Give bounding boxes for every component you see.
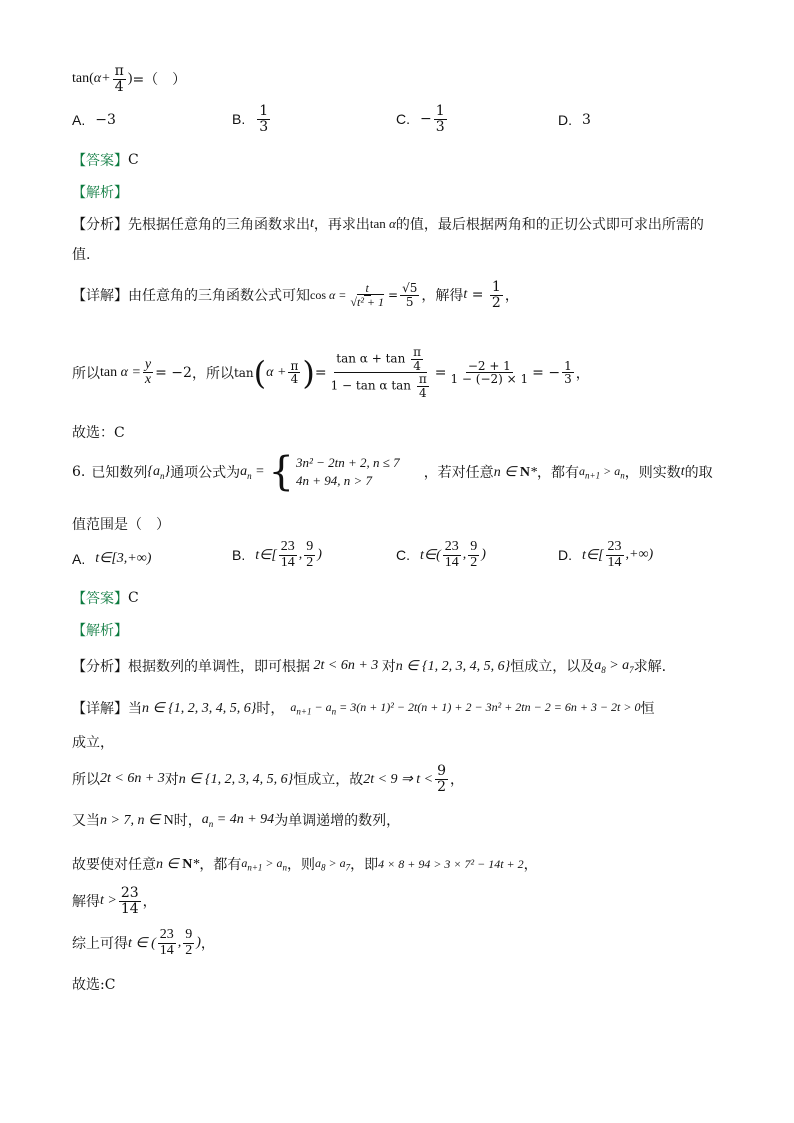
fenxi-tag: 【分析】 [72,659,128,675]
q5-fenxi-cont: 值. [72,247,91,263]
q5-option-a [72,112,116,128]
q6-line3: 又当 n > 7, n ∈ N 时， $a_n = 4n + 94$ 为单调递增的数列， [72,811,401,829]
q5-xiangjie: 【详解】 由任意角的三角函数公式可知 cos α = $\frac{t}{\text{√t² + 1}}$ = $\frac{√5}{5}$ ，解得 t = $\frac{1}{2}$ ， [72,279,519,311]
answer-tag: 【答案】 [72,153,128,169]
option-value: t∈[ $\frac{23}{14}$ ,+∞) [582,539,654,570]
option-label: D. [558,112,572,128]
question-number: 6. [72,464,86,480]
q6-line4: 故要使对任意 n ∈ N* ，都有 $a_{n+1} > a_n$ ，则 $a_8 > a_7$ ，即 4 × 8 + 94 > 3 × 7² − 14t + 2 ， [72,855,538,873]
q6-line6: 综上可得 t ∈ ( $\frac{23}{14}$ , $\frac{9}{2}$ ) ， [72,927,215,958]
q5-stem: tan(α+ $\frac{\pi}{4}$ ) =（ ） [72,63,187,95]
option-label: A. [72,550,86,567]
q5-analysis-tag: 【解析】 [72,185,128,201]
q6-conclusion: 故选:C [72,977,116,993]
q5-stem-tail: =（ ） [132,72,187,89]
option-label: B. [232,111,246,128]
q6-answer [72,588,139,608]
q6-line2: 所以 2t < 6n + 3 对 n ∈ {1, 2, 3, 4, 5, 6} 恒成立，故 2t < 9 ⇒ t < $\frac{9}{2}$ ， [72,763,465,795]
q5-conclusion: 故选：C [72,425,125,441]
option-value: t∈[3,+∞) [95,551,152,566]
option-label: A. [72,112,86,128]
q6-xj-cont: 成立， [72,735,114,751]
q6-fenxi: 【分析】 根据数列的单调性，即可根据 2t < 6n + 3 对 n ∈ {1, 2, 3, 4, 5, 6} 恒成立，以及 $a_8 > a_7$ 求解. [72,657,667,675]
option-value: $\frac{1}{3}$ [259,103,269,135]
q6-stem-cont: 值范围是（ ） [72,517,170,533]
q6-line5: 解得 t > $\frac{23}{14}$ ， [72,885,157,917]
q5-option-c [396,104,449,134]
option-label: C. [396,547,410,564]
option-value: t∈[ $\frac{23}{14}$ , $\frac{9}{2}$ ) [255,539,322,570]
xiangjie-tag: 【详解】 [72,701,128,717]
q6-option-a [72,550,151,567]
q6-xiangjie: 【详解】 当 n ∈ {1, 2, 3, 4, 5, 6} 时， $a_{n+1} - a_n = 3(n + 1)^2 - 2t(n + 1) + 2 - 3n^2 + 2tn - 2 = 6n + 3 - 2t > 0$ 恒 [72,699,655,717]
q5-fenxi: 【分析】 先根据任意角的三角函数求出 t ，再求出 tan α 的值，最后根据两角和的正切公式即可求出所需的 [72,216,704,233]
xiangjie-tag: 【详解】 [72,288,128,305]
q6-analysis-tag: 【解析】 [72,623,128,639]
option-value: −3 [95,112,116,128]
answer-tag: 【答案】 [72,591,128,607]
answer-value: C [128,152,139,168]
q5-option-b [232,104,272,134]
q6-option-c [396,540,486,570]
fenxi-tag: 【分析】 [72,217,128,233]
q5-answer [72,150,139,170]
option-value: t∈( $\frac{23}{14}$ , $\frac{9}{2}$ ) [420,539,486,570]
option-label: C. [396,111,410,128]
q6-option-b [232,540,322,570]
option-value: − $\frac{1}{3}$ [420,103,445,135]
option-label: B. [232,547,246,564]
q5-compute: 所以 tan α = $\frac{y}{x}$ = −2 ，所以 tan ( α + $\frac{\pi}{4}$ ) = tan α + tan $\frac{\pi}{4}$ 1 − tan α tan $\frac{\pi}{4}$ = $\frac{-2 + 1}{1 - (-2) \times 1}$ = − $\frac{1}{3}$ ， [72,345,590,400]
q6-option-d [558,540,653,570]
answer-value: C [128,590,139,606]
q6-stem: 6. 已知数列 $\{a_n\}$ 通项公式为 $a_n$ = { 3n² − 2tn + 2, n ≤ 7 4n + 94, n > 7 ，若对任意 n ∈ N* ，都有 $a_{n+1} > a_n$ ，则实数 t 的取 [72,449,713,495]
q5-option-d [558,112,591,128]
option-label: D. [558,547,572,564]
option-value: 3 [582,112,591,128]
